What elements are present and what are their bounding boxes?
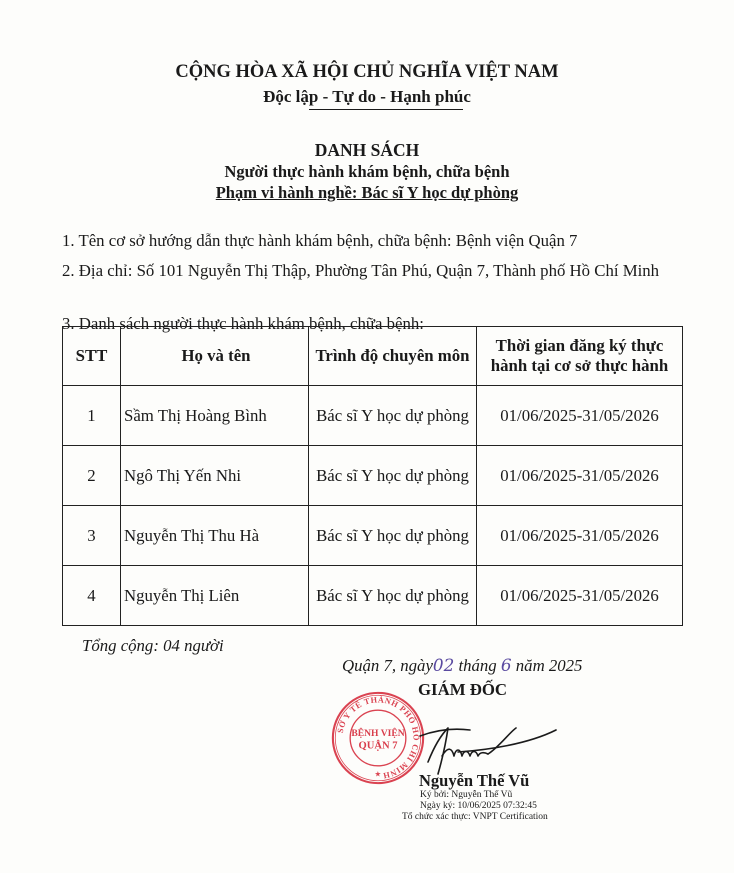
row-name: Nguyễn Thị Liên <box>121 566 309 626</box>
svg-text:QUẬN 7: QUẬN 7 <box>358 740 398 752</box>
official-stamp <box>330 690 426 786</box>
row-stt: 2 <box>63 446 121 506</box>
table-row <box>63 386 683 446</box>
signer-name: Nguyễn Thế Vũ <box>419 771 530 790</box>
total-count: Tổng cộng: 04 người <box>82 636 224 655</box>
row-stt: 4 <box>63 566 121 626</box>
digital-signer: Ký bởi: Nguyễn Thế Vũ <box>420 790 513 800</box>
motto-underline <box>309 109 463 110</box>
row-level: Bác sĩ Y học dự phòng <box>309 566 477 626</box>
facility-name: 1. Tên cơ sở hướng dẫn thực hành khám bệnh, chữa bệnh: Bệnh viện Quận 7 <box>62 231 578 250</box>
row-name: Nguyễn Thị Thu Hà <box>121 506 309 566</box>
table-header-row <box>63 327 683 386</box>
row-level: Bác sĩ Y học dự phòng <box>309 446 477 506</box>
row-stt: 3 <box>63 506 121 566</box>
signer-position: GIÁM ĐỐC <box>418 680 508 699</box>
row-level: Bác sĩ Y học dự phòng <box>309 386 477 446</box>
header-period: Thời gian đăng ký thực hành tại cơ sở thực hành <box>477 327 683 386</box>
row-stt: 1 <box>63 386 121 446</box>
digital-sign-date: Ngày ký: 10/06/2025 07:32:45 <box>420 801 537 811</box>
svg-text:SỞ Y TẾ THÀNH PHỐ HỒ CHÍ MINH: SỞ Y TẾ THÀNH PHỐ HỒ CHÍ MINH <box>335 695 421 781</box>
date-day: 02 <box>432 655 455 675</box>
table-row <box>63 506 683 566</box>
row-period: 01/06/2025-31/05/2026 <box>477 506 683 566</box>
table-row <box>63 566 683 626</box>
document-title: DANH SÁCH <box>314 140 420 160</box>
list-intro: 3. Danh sách người thực hành khám bệnh, chữa bệnh: <box>62 314 424 333</box>
signing-date <box>342 655 582 676</box>
row-period: 01/06/2025-31/05/2026 <box>477 566 683 626</box>
facility-address: 2. Địa chỉ: Số 101 Nguyễn Thị Thập, Phường Tân Phú, Quận 7, Thành phố Hồ Chí Minh <box>62 261 660 280</box>
row-level: Bác sĩ Y học dự phòng <box>309 506 477 566</box>
row-period: 01/06/2025-31/05/2026 <box>477 446 683 506</box>
date-place: Quận 7, ngày <box>342 656 433 675</box>
row-period: 01/06/2025-31/05/2026 <box>477 386 683 446</box>
date-month-label: tháng <box>458 656 497 675</box>
nation-heading: CỘNG HÒA XÃ HỘI CHỦ NGHĨA VIỆT NAM <box>175 62 559 82</box>
svg-text:★: ★ <box>374 769 382 779</box>
table-row <box>63 446 683 506</box>
document-subtitle: Người thực hành khám bệnh, chữa bệnh <box>224 162 510 181</box>
header-stt: STT <box>63 327 121 386</box>
practitioner-table <box>62 326 683 626</box>
motto: Độc lập - Tự do - Hạnh phúc <box>263 87 471 106</box>
row-name: Sầm Thị Hoàng Bình <box>121 386 309 446</box>
svg-text:BỆNH VIỆN: BỆNH VIỆN <box>351 728 405 740</box>
date-month: 6 <box>500 655 512 675</box>
date-year: năm 2025 <box>515 656 583 675</box>
header-name: Họ và tên <box>121 327 309 386</box>
practice-scope: Phạm vi hành nghề: Bác sĩ Y học dự phòng <box>215 183 519 202</box>
digital-certifier: Tổ chức xác thực: VNPT Certification <box>402 812 548 822</box>
row-name: Ngô Thị Yến Nhi <box>121 446 309 506</box>
header-level: Trình độ chuyên môn <box>309 327 477 386</box>
